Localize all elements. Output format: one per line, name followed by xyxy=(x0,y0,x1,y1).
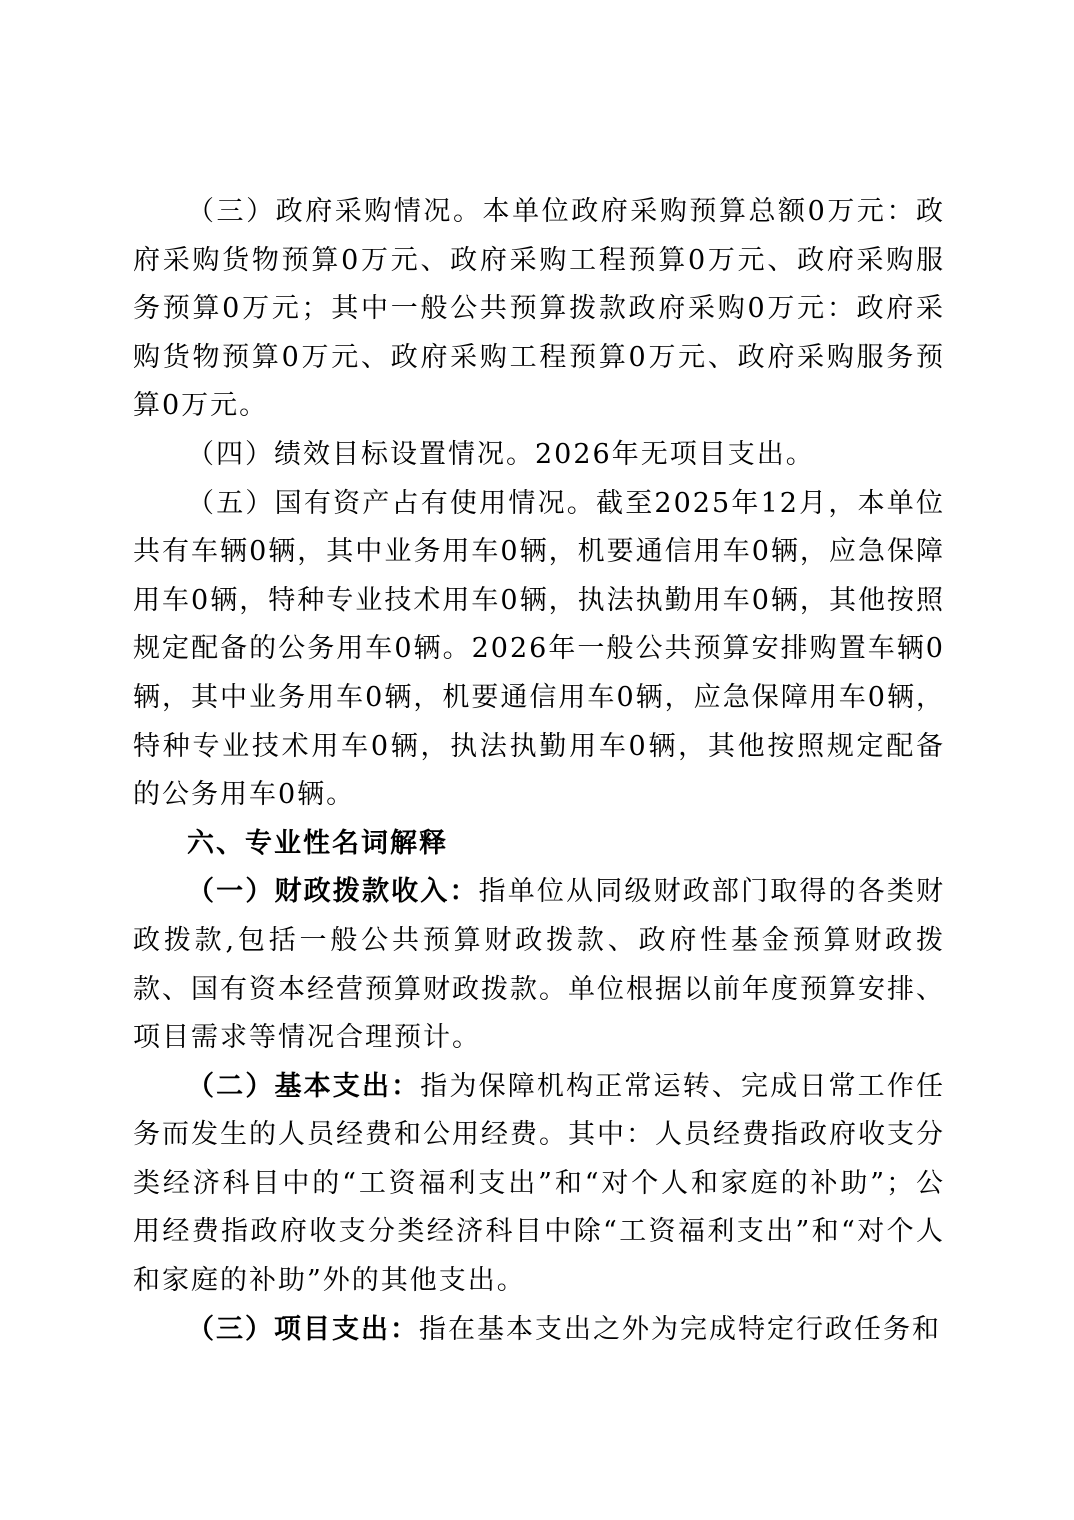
assets-paragraph xyxy=(133,480,945,820)
assets-heading: （五）国有资产占有使用情况。 xyxy=(187,487,596,519)
definition-text: 指在基本支出之外为完成特定行政任务和 xyxy=(419,1313,941,1345)
definition-term: （一）财政拨款收入： xyxy=(187,876,479,908)
definition-fiscal-income xyxy=(133,868,945,1062)
definition-term: （三）项目支出： xyxy=(187,1313,419,1345)
definition-text: 指单位从同级财政部门取得的各类财政拨款,包括一般公共预算财政拨款、政府性基金预算财政拨款、国有资本经营预算财政拨款。单位根据以前年度预算安排、项目需求等情况合理预计。 xyxy=(133,876,946,1054)
procurement-text: 本单位政府采购预算总额0万元：政府采购货物预算0万元、政府采购工程预算0万元、政府采购服务预算0万元；其中一般公共预算拨款政府采购0万元：政府采购货物预算0万元、政府采购工程预算0万元、政府采购服务预算0万元。 xyxy=(133,196,945,422)
procurement-paragraph xyxy=(133,188,945,431)
performance-heading: （四）绩效目标设置情况。 xyxy=(187,438,535,470)
definition-basic-expenditure xyxy=(133,1063,945,1306)
performance-paragraph xyxy=(133,431,945,480)
assets-text: 截至2025年12月，本单位共有车辆0辆，其中业务用车0辆，机要通信用车0辆，应急保障用车0辆，特种专业技术用车0辆，执法执勤用车0辆，其他按照规定配备的公务用车0辆。2026年一般公共预算安排购置车辆0辆，其中业务用车0辆，机要通信用车0辆，应急保障用车0辆，特种专业技术用车0辆，执法执勤用车0辆，其他按照规定配备的公务用车0辆。 xyxy=(133,487,945,811)
procurement-heading: （三）政府采购情况。 xyxy=(187,196,483,227)
performance-text: 2026年无项目支出。 xyxy=(535,438,815,470)
definition-term: （二）基本支出： xyxy=(187,1070,421,1102)
section-heading: 六、专业性名词解释 xyxy=(187,827,448,859)
definition-project-expenditure xyxy=(133,1306,945,1355)
document-page xyxy=(133,188,945,1354)
definition-text: 指为保障机构正常运转、完成日常工作任务而发生的人员经费和公用经费。其中：人员经费指政府收支分类经济科目中的“工资福利支出”和“对个人和家庭的补助”；公用经费指政府收支分类经济科目中除“工资福利支出”和“对个人和家庭的补助”外的其他支出。 xyxy=(133,1070,946,1297)
